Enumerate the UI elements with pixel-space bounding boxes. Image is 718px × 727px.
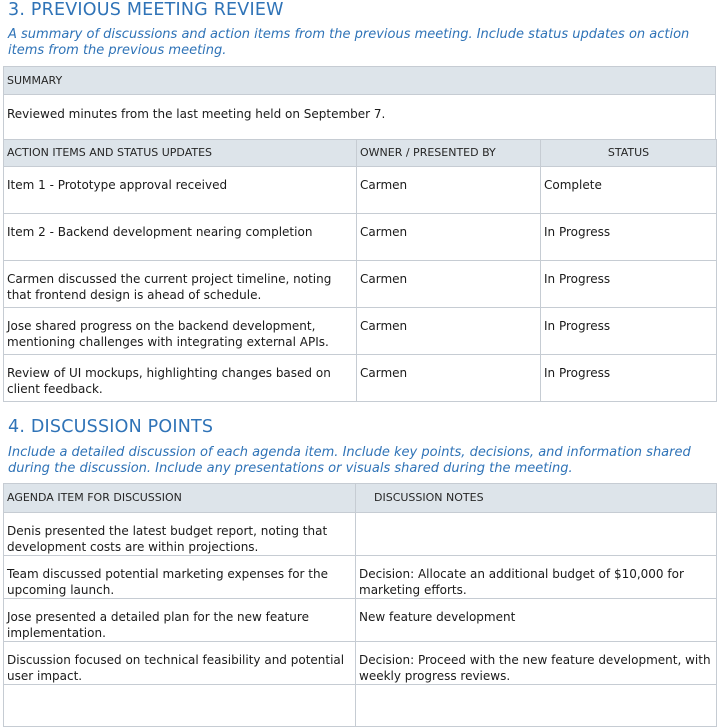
table-row [4, 167, 717, 214]
discussion-header-row [4, 484, 717, 513]
status-cell[interactable]: In Progress [541, 214, 717, 261]
status-cell[interactable]: In Progress [541, 308, 717, 355]
table-row [4, 642, 717, 685]
summary-header-row [4, 67, 716, 95]
action-item-cell[interactable]: Carmen discussed the current project timeline, noting that frontend design is ahead of schedule. [4, 261, 357, 308]
action-item-cell[interactable]: Item 2 - Backend development nearing completion [4, 214, 357, 261]
section-3-title: 3. PREVIOUS MEETING REVIEW [8, 0, 284, 20]
status-column-header: STATUS [541, 140, 717, 167]
owner-column-header: OWNER / PRESENTED BY [357, 140, 541, 167]
action-item-cell[interactable]: Jose shared progress on the backend development, mentioning challenges with integrating external APIs. [4, 308, 357, 355]
discussion-notes-cell[interactable] [356, 685, 717, 727]
discussion-table [3, 483, 717, 727]
action-items-header-row [4, 140, 717, 167]
table-row [4, 355, 717, 402]
section-4-title: 4. DISCUSSION POINTS [8, 417, 214, 437]
owner-cell[interactable]: Carmen [357, 308, 541, 355]
status-cell[interactable]: Complete [541, 167, 717, 214]
discussion-notes-cell[interactable]: Decision: Allocate an additional budget of $10,000 for marketing efforts. [356, 556, 717, 599]
action-items-column-header: ACTION ITEMS AND STATUS UPDATES [4, 140, 357, 167]
agenda-item-cell[interactable]: Jose presented a detailed plan for the new feature implementation. [4, 599, 356, 642]
notes-column-header: DISCUSSION NOTES [356, 484, 717, 513]
section-3-description: A summary of discussions and action items from the previous meeting. Include status updates on action items from the previous meeting. [8, 27, 690, 58]
action-items-table [3, 139, 717, 402]
agenda-column-header: AGENDA ITEM FOR DISCUSSION [4, 484, 356, 513]
status-cell[interactable]: In Progress [541, 261, 717, 308]
status-cell[interactable]: In Progress [541, 355, 717, 402]
agenda-item-cell[interactable]: Team discussed potential marketing expenses for the upcoming launch. [4, 556, 356, 599]
section-4-description: Include a detailed discussion of each agenda item. Include key points, decisions, and information shared during the discussion. Include any presentations or visuals shared during the meeting. [8, 445, 691, 476]
table-row [4, 308, 717, 355]
table-row [4, 599, 717, 642]
table-row [4, 261, 717, 308]
agenda-item-cell[interactable]: Discussion focused on technical feasibility and potential user impact. [4, 642, 356, 685]
table-row [4, 685, 717, 727]
owner-cell[interactable]: Carmen [357, 261, 541, 308]
discussion-notes-cell[interactable]: New feature development [356, 599, 717, 642]
summary-text[interactable]: Reviewed minutes from the last meeting held on September 7. [4, 95, 716, 153]
discussion-notes-cell[interactable]: Decision: Proceed with the new feature development, with weekly progress reviews. [356, 642, 717, 685]
agenda-item-cell[interactable]: Denis presented the latest budget report, noting that development costs are within projections. [4, 513, 356, 556]
table-row [4, 556, 717, 599]
action-item-cell[interactable]: Item 1 - Prototype approval received [4, 167, 357, 214]
table-row [4, 214, 717, 261]
table-row [4, 513, 717, 556]
owner-cell[interactable]: Carmen [357, 355, 541, 402]
owner-cell[interactable]: Carmen [357, 214, 541, 261]
agenda-item-cell[interactable] [4, 685, 356, 727]
summary-header: SUMMARY [4, 67, 716, 95]
discussion-notes-cell[interactable] [356, 513, 717, 556]
action-item-cell[interactable]: Review of UI mockups, highlighting changes based on client feedback. [4, 355, 357, 402]
owner-cell[interactable]: Carmen [357, 167, 541, 214]
